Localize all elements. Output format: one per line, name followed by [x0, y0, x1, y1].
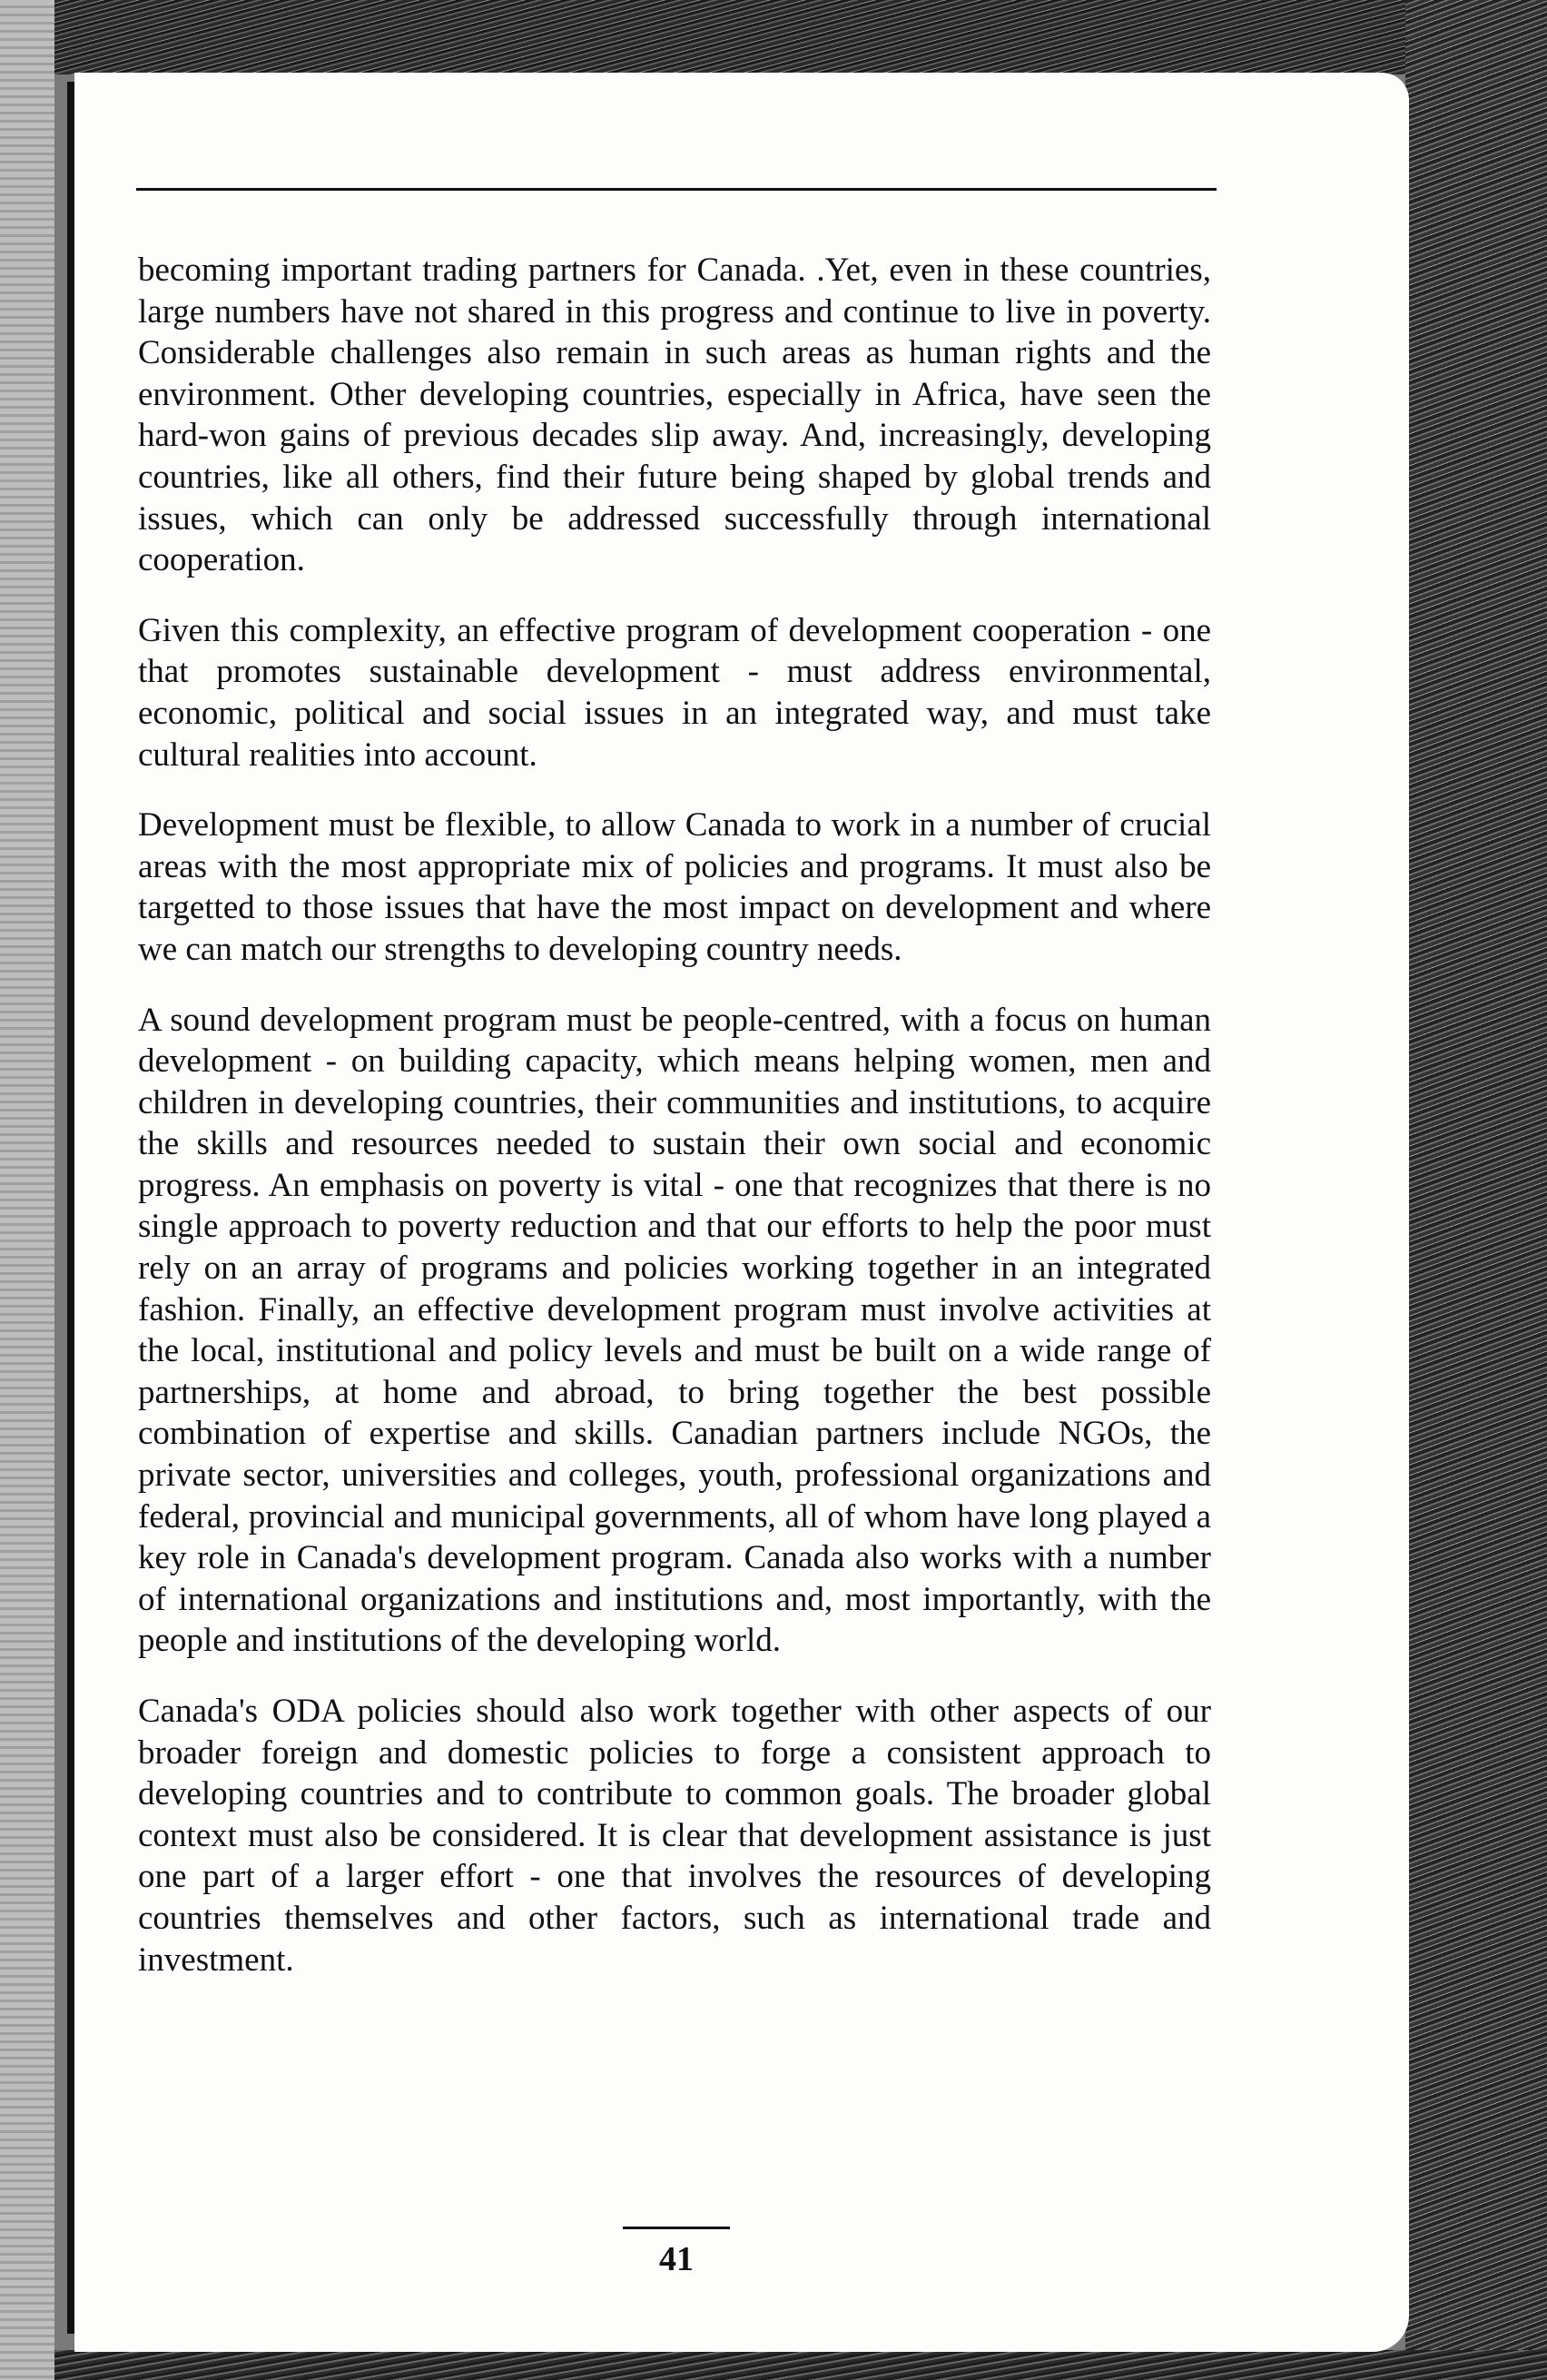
paragraph: Development must be flexible, to allow Canada to work in a number of crucial areas with the most appropriate mix of policies and programs. It must also be targetted to those issues that have the most impact on development and where we can match our strengths to developing country needs.	[138, 806, 1211, 968]
body-text	[138, 250, 1211, 2010]
paragraph: Canada's ODA policies should also work together with other aspects of our broader foreign and domestic policies to forge a consistent approach to developing countries and to contribute to common goals. The broader global context must also be considered. It is clear that development assistance is just one part of a larger effort - one that involves the resources of developing countries themselves and other factors, such as international trade and investment.	[138, 1693, 1211, 1979]
footer-rule	[623, 2227, 730, 2229]
binding-edge	[67, 82, 74, 2334]
scan-border-bottom	[0, 2350, 1547, 2380]
paragraph: becoming important trading partners for Canada. .Yet, even in these countries, large numbers have not shared in this progress and continue to live in poverty. Considerable challenges also remain in such areas as human rights and the environment. Other developing countries, especially in Africa, have seen the hard-won gains of previous decades slip away. And, increasingly, developing countries, like all others, find their future being shaped by global trends and issues, which can only be addressed successfully through international cooperation.	[138, 252, 1211, 579]
header-rule	[136, 188, 1217, 191]
scan-border-top	[0, 0, 1547, 74]
scan-border-right	[1405, 0, 1547, 2380]
paragraph: Given this complexity, an effective program of development cooperation - one that promotes sustainable development - must address environmental, economic, political and social issues in an integrated way, and must take cultural realities into account.	[138, 611, 1211, 774]
paragraph: A sound development program must be people-centred, with a focus on human development - on building capacity, which means helping women, men and children in developing countries, their communities and institutions, to acquire the skills and resources needed to sustain their own social and economic progress. An emphasis on poverty is vital - one that recognizes that there is no single approach to poverty reduction and that our efforts to help the poor must rely on an array of programs and policies working together in an integrated fashion. Finally, an effective development program must involve activities at the local, institutional and policy levels and must be built on a wide range of partnerships, at home and abroad, to bring together the best possible combination of expertise and skills. Canadian partners include NGOs, the private sector, universities and colleges, youth, professional organizations and federal, provincial and municipal governments, all of whom have long played a key role in Canada's development program. Canada also works with a number of international organizations and institutions and, most importantly, with the people and institutions of the developing world.	[138, 1001, 1211, 1660]
scan-border-left	[0, 0, 54, 2380]
page-number: 41	[659, 2240, 694, 2278]
